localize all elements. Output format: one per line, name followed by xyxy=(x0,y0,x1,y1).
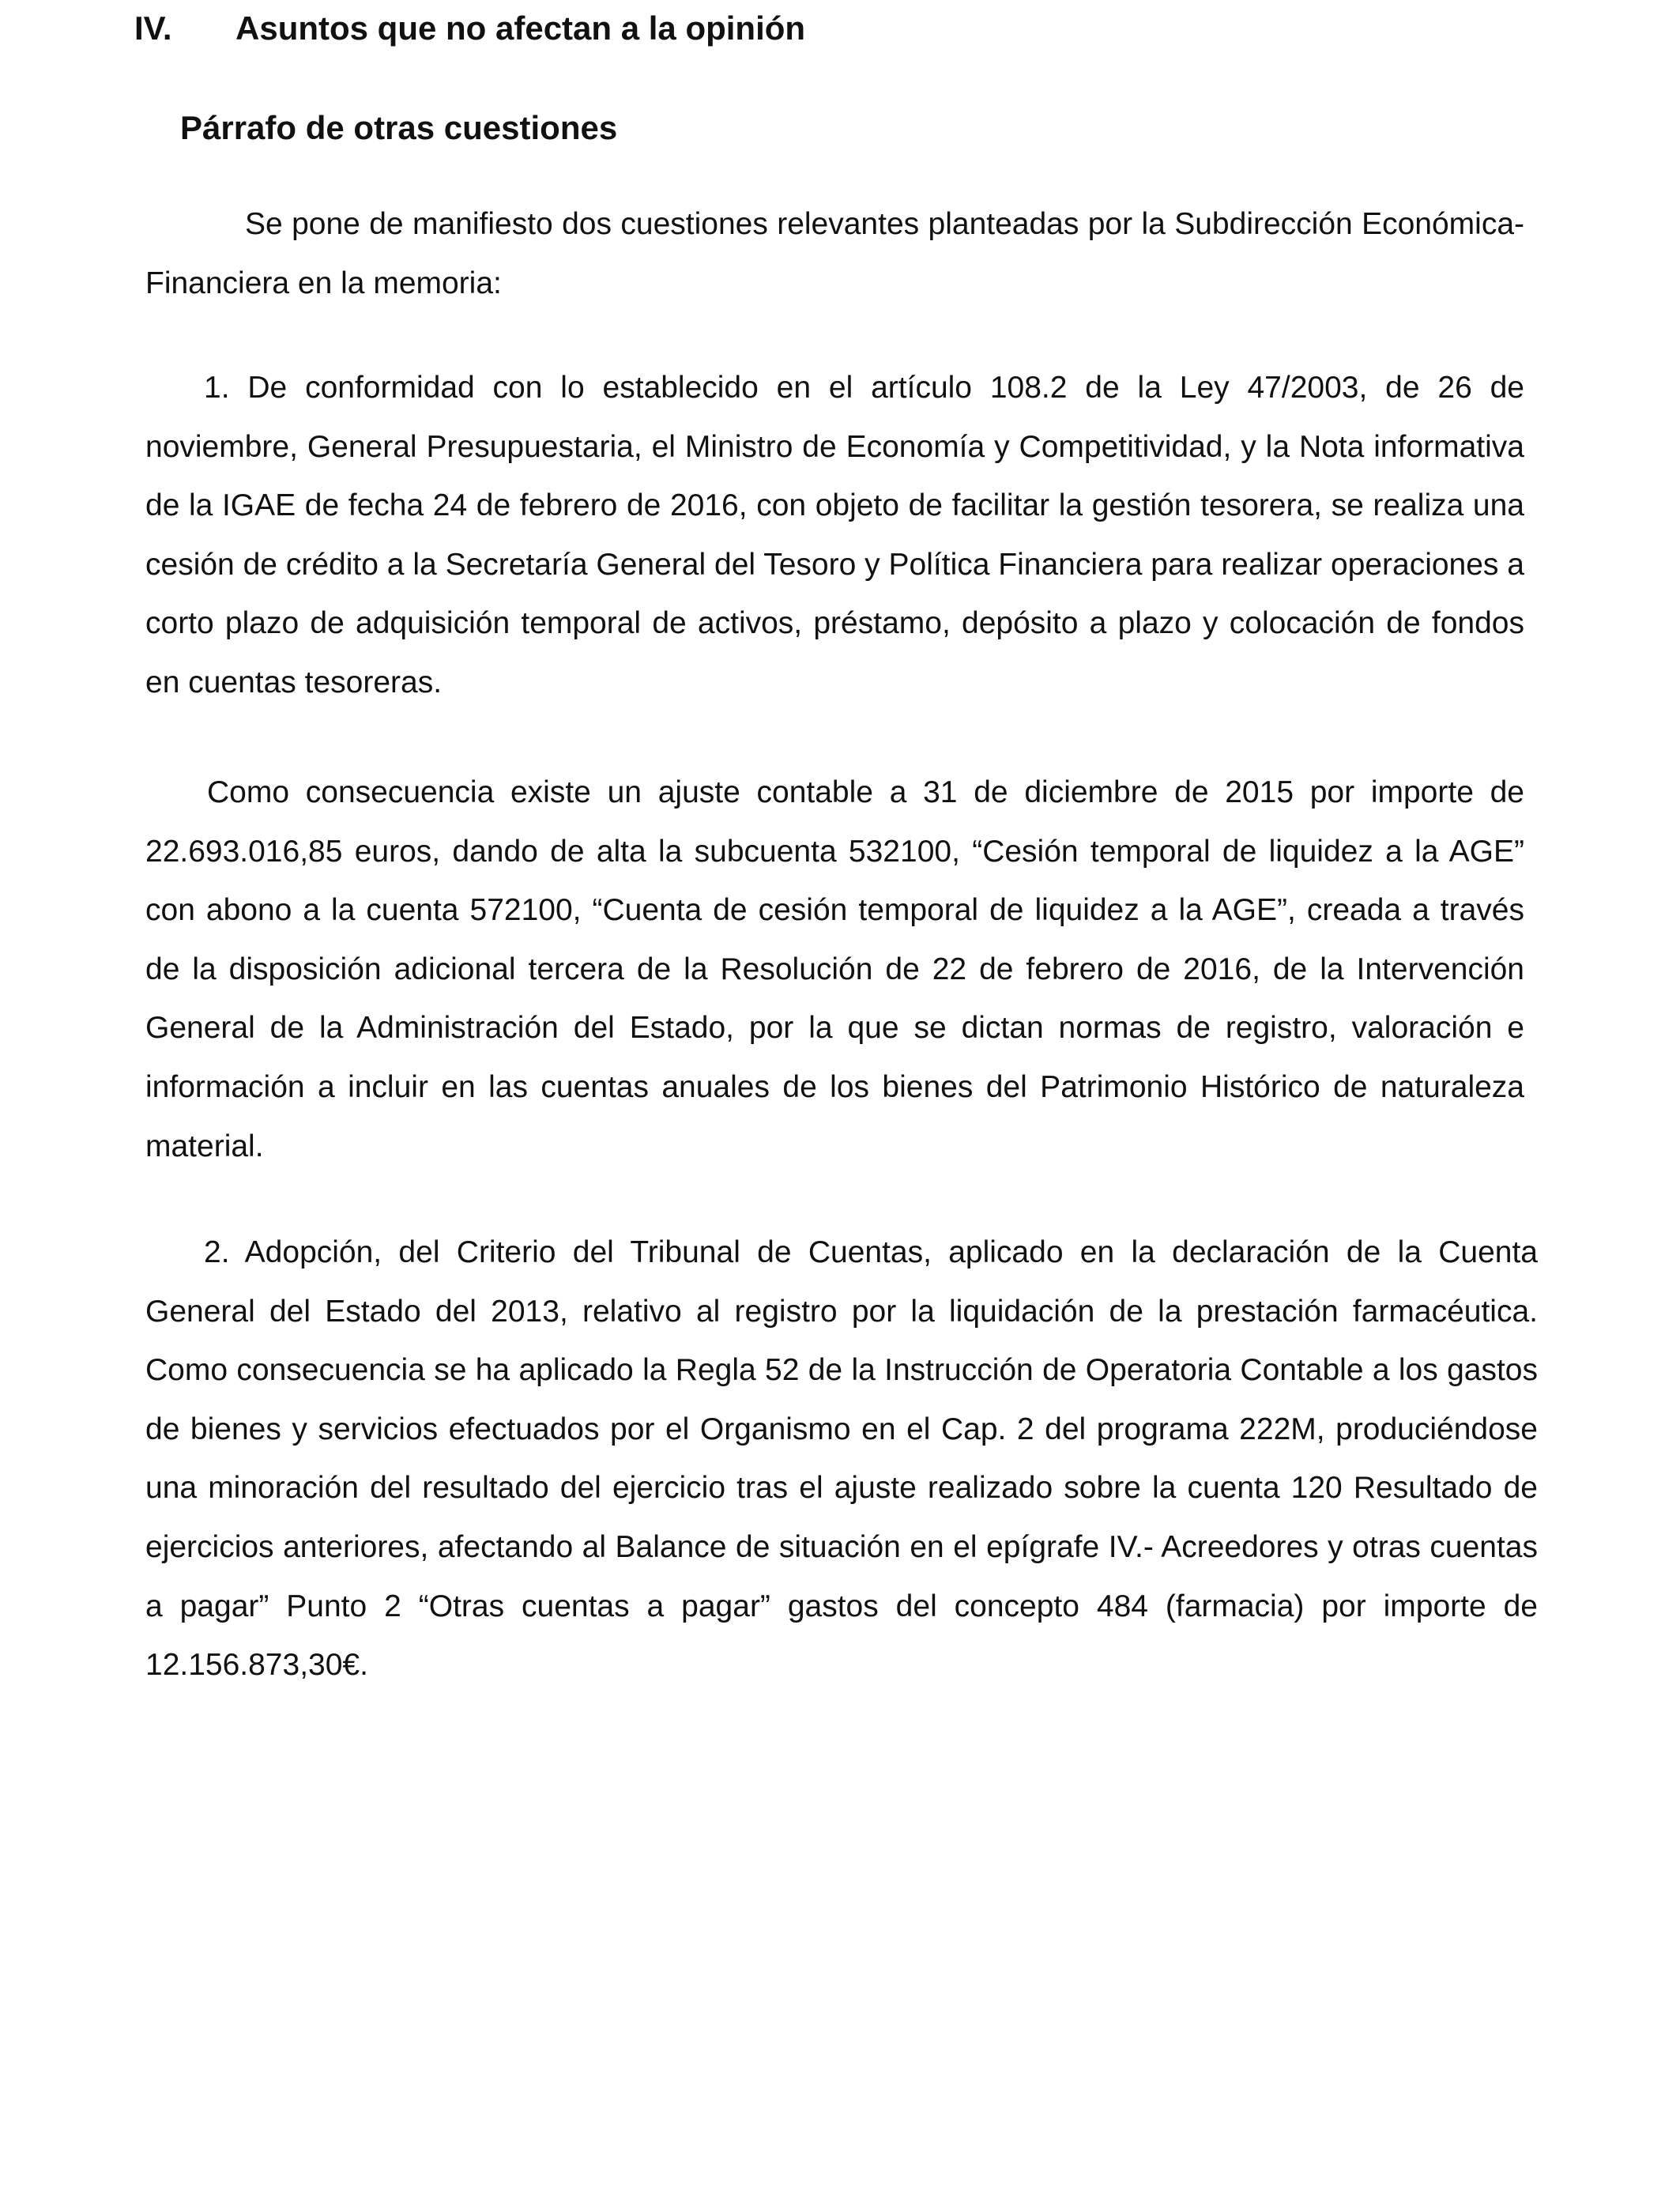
subsection-title: Párrafo de otras cuestiones xyxy=(180,109,618,146)
item-1-paragraph: 1. De conformidad con lo establecido en el artículo 108.2 de la Ley 47/2003, de 26 de noviembre, General Presupuestaria, el Ministro de Economía y Competitividad, y la Nota informativa de la IGAE de fecha 24 de febrero de 2016, con objeto de facilitar la gestión tesorera, se realiza una cesión de crédito a la Secretaría General del Tesoro y Política Financiera para realizar operaciones a corto plazo de adquisición temporal de activos, préstamo, depósito a plazo y colocación de fondos en cuentas tesoreras. xyxy=(145,371,1524,699)
intro-paragraph: Se pone de manifiesto dos cuestiones relevantes planteadas por la Subdirección Económica- Financiera en la memoria: xyxy=(145,207,1524,300)
section-heading xyxy=(134,6,805,51)
section-title: Asuntos que no afectan a la opinión xyxy=(235,9,806,47)
item-1-consequence-paragraph: Como consecuencia existe un ajuste contable a 31 de diciembre de 2015 por importe de 22.693.016,85 euros, dando de alta la subcuenta 532100, “Cesión temporal de liquidez a la AGE” con abono a la cuenta 572100, “Cuenta de cesión temporal de liquidez a la AGE”, creada a través de la disposición adicional tercera de la Resolución de 22 de febrero de 2016, de la Intervención General de la Administración del Estado, por la que se dictan normas de registro, valoración e información a incluir en las cuentas anuales de los bienes del Patrimonio Histórico de naturaleza material. xyxy=(145,775,1524,1163)
section-number: IV. xyxy=(134,9,172,47)
item-2-paragraph: 2. Adopción, del Criterio del Tribunal de Cuentas, aplicado en la declaración de la Cuenta General del Estado del 2013, relativo al registro por la liquidación de la prestación farmacéutica. Como consecuencia se ha aplicado la Regla 52 de la Instrucción de Operatoria Contable a los gastos de bienes y servicios efectuados por el Organismo en el Cap. 2 del programa 222M, produciéndose una minoración del resultado del ejercicio tras el ajuste realizado sobre la cuenta 120 Resultado de ejercicios anteriores, afectando al Balance de situación en el epígrafe IV.- Acreedores y otras cuentas a pagar” Punto 2 “Otras cuentas a pagar” gastos del concepto 484 (farmacia) por importe de 12.156.873,30€. xyxy=(145,1235,1538,1683)
